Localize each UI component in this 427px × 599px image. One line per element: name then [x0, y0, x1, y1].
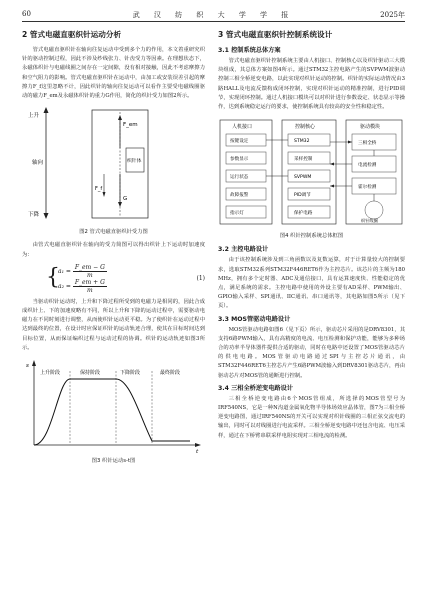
gravity-arrowhead-icon [118, 202, 122, 207]
section-2-paragraph-1: 管式电磁直驱织针在轴向往复运动中受到多个力的作用，本文着重研究织针的驱动控制过程，因此不涉及纱线张力、针齿受力等因素。在理想状态下，永磁体织针与电磁线圈之间存在一定间隙，没有相对接触，因此不考虑摩擦力和空气阻力的影响。管式电磁直驱织针在运动中，由加工或安装误差引起的摩擦力F_f这里忽略不计，因此织针的轴向往复运动可以看作主要受电磁线圈驱动的磁力F_em及永磁体织针的重力G作用，简化的织针受力如图2所示。 [22, 47, 205, 100]
hmi-item: 按键设定 [230, 139, 249, 145]
drive-item: 电流检测 [358, 163, 377, 169]
eq-top-fraction [73, 264, 107, 279]
drive-item: 霍尔检测 [358, 185, 377, 191]
running-header [22, 10, 405, 20]
equation-1-top [58, 264, 107, 279]
up-arrow-icon [44, 107, 49, 113]
link-arrow-icon [330, 185, 334, 188]
em-force-arrowhead-icon [118, 115, 122, 120]
subsection-3-1-heading: 3.1 控制系统总体方案 [218, 47, 281, 54]
section-2-paragraph-3: 当驱动织针运动时，上升和下降过程所受到的电磁力是相同的，因此合成成织针上、下的加速度略有不同，所以上升和下降的运动过程中，需要驱动电磁力在不同时刻进行调整，从而使织针运动更平稳。为了使织针在运动过程中达到最终的位置，在设计时应保证织针的运动轨迹合理，使其在目标时间达到目标位置，从而保证编织过程与运动过程的协调。织针的运动轨迹如图3所示。 [22, 298, 205, 351]
page-number: 60 [22, 10, 31, 18]
eq-top-lhs: a₁ = [58, 267, 71, 275]
core-item: PID调节 [294, 193, 311, 199]
label-axial: 轴向 [32, 160, 44, 167]
journal-title: 武 汉 纺 织 大 学 学 报 [132, 11, 295, 19]
hmi-items [226, 134, 266, 218]
left-column [22, 25, 205, 470]
link-arrow-icon [330, 163, 334, 166]
label-needle-body: 织针体 [127, 159, 142, 165]
core-item: 采样控制 [294, 157, 313, 163]
figure-2-force-diagram [22, 104, 205, 226]
phase-label-rise: 上升阶段 [40, 370, 61, 377]
equation-brace: { [46, 264, 60, 290]
hmi-item: 运行状态 [230, 175, 249, 181]
figure-4-system-block-diagram [218, 116, 405, 230]
label-fall: 下降 [28, 212, 40, 219]
drive-items [352, 134, 396, 224]
friction-arrowhead-icon [103, 192, 106, 197]
core-item: STM32 [294, 139, 310, 145]
drive-item: 三相全桥 [358, 141, 377, 147]
subsection-3-3-heading: 3.3 MOS管驱动电路设计 [218, 315, 291, 323]
section-2-heading: 2 管式电磁直驱织针运动分析 [22, 30, 122, 39]
link-arrow-icon [348, 141, 352, 144]
phase-label-end: 最终阶段 [160, 370, 181, 377]
eq-bottom-denominator: m [87, 286, 93, 294]
hmi-block-title: 人机接口 [232, 124, 253, 131]
core-items [288, 134, 330, 218]
s-axis-arrow-icon [32, 360, 36, 366]
subsection-3-4-heading: 3.4 三相全桥逆变电路设计 [218, 384, 293, 392]
subsection-3-1-paragraph: 管式电磁直驱织针控制系统主要由人机接口、控制核心以及织针驱动三大模块组成，其总体方案如图4所示。通过STM32主控电路产生的SVPWM波驱动控制三相全桥逆变电路，以此实现对织针运动的控制。织针的实际运动情况由3路HALL及电流反馈构成闭环控制，实现对织针运动的精准控制，进行PID调节，实现闭环控制。通过人机接口模块可以对织针进行参数设定、状态显示等操作，达到系统稳定运行的要求，使控制系统具有较高的安全性和稳定性。 [218, 58, 405, 111]
label-rise: 上升 [28, 113, 40, 120]
label-gravity: G [123, 196, 128, 203]
hmi-item: 故障报警 [230, 193, 249, 199]
issue-year: 2025年 [380, 11, 405, 19]
core-item: 保护电路 [294, 211, 313, 217]
drive-item: 织针线圈 [361, 218, 378, 224]
hmi-block [220, 120, 272, 224]
hmi-item: 指示灯 [230, 211, 244, 217]
figure-4-caption: 图4 织针控制系统总体框图 [279, 233, 344, 240]
hmi-item: 参数显示 [230, 157, 249, 163]
eq-bottom-numerator: F_em + G [74, 278, 105, 286]
figure-2-caption: 图2 管式电磁直驱织针受力图 [79, 229, 148, 236]
t-axis-label: t [196, 449, 199, 456]
eq-bottom-fraction [73, 279, 107, 294]
core-block-title: 控制核心 [295, 124, 316, 131]
equation-1-bottom [58, 279, 107, 294]
s-axis-label: s [26, 363, 29, 370]
core-item: SVPWM [294, 175, 312, 181]
core-block [282, 120, 336, 224]
coil-motor-icon [365, 201, 383, 219]
subsection-3-3-paragraph: MOS管驱动电路如图6（见下页）所示，驱动芯片采用的是DRV8301，其支持6路PWM输入，具有高精度的电流、电压检测和保护功能，能够为多种场合的功率半导体器件提供合适的驱动，同时在电路中还设置了MOS管驱动芯片的供电电路。MOS管驱动电路通过SPI与主控芯片通讯，由STM32F446RET6主控芯片产生6路PWM波输入到DRV8301驱动芯片，再由驱动芯片对MOS管的通断进行控制。 [218, 326, 405, 379]
label-friction: F_f [95, 186, 103, 193]
right-column [218, 25, 405, 441]
header-rule [22, 21, 405, 22]
figure-3-caption: 图3 织针运动s-t图 [91, 458, 136, 465]
label-fem: F_em [123, 122, 138, 129]
section-2-paragraph-2: 由管式电磁直驱织针在轴向的受力简图可以得出织针上下运动时加速度为： [22, 242, 205, 258]
equation-number: (1) [196, 274, 205, 282]
trajectory-curve [34, 379, 190, 445]
subsection-3-2-heading: 3.2 主控电路设计 [218, 246, 269, 254]
down-arrow-icon [44, 213, 49, 219]
phase-label-hold: 保持阶段 [80, 370, 101, 377]
eq-bottom-lhs: a₂ = [58, 282, 71, 290]
equation-1 [22, 264, 205, 294]
eq-top-numerator: F_em − G [74, 263, 105, 271]
subsection-3-4-paragraph: 三相全桥逆变电路由6个MOS管组成，所选择的MOS管型号为IRF540NS，它是一种N沟道金属氧化物半导体场效应晶体管，图7为三相全桥逆变电路图，通过IRF540NS的开关可以实现对织针线圈的三相正弦交流电的输出，同时可以对线圈进行电流采样。三相全桥逆变电路中还包含电流、电压采样，通过在下桥臂串联采样电阻实现对三相电流的检测。 [218, 395, 405, 439]
phase-label-fall: 下降阶段 [120, 370, 141, 377]
section-3-heading: 3 管式电磁直驱织针控制系统设计 [218, 30, 333, 39]
figure-3-s-t-graph [22, 357, 205, 455]
drive-block-title: 驱动模块 [360, 124, 381, 131]
subsection-3-2-paragraph: 由于该控制系统涉及到三角函数以及复数运算，对于计算量较大的控制要求，选取STM32系列STM32F446RET6作为主控芯片。该芯片的主频为180 MHz，拥有多个定时器、ADC及通信接口，具有运算速度快、性能稳定的优点，满足系统的需求。主控电路中使用的外设主要有AD采样、PWM输出、GPIO输入采样、SPI通讯、IIC通讯、串口通讯等，其电路如图5所示（见下页）。 [218, 257, 405, 310]
eq-top-denominator: m [87, 271, 93, 279]
t-axis-arrow-icon [195, 443, 201, 447]
